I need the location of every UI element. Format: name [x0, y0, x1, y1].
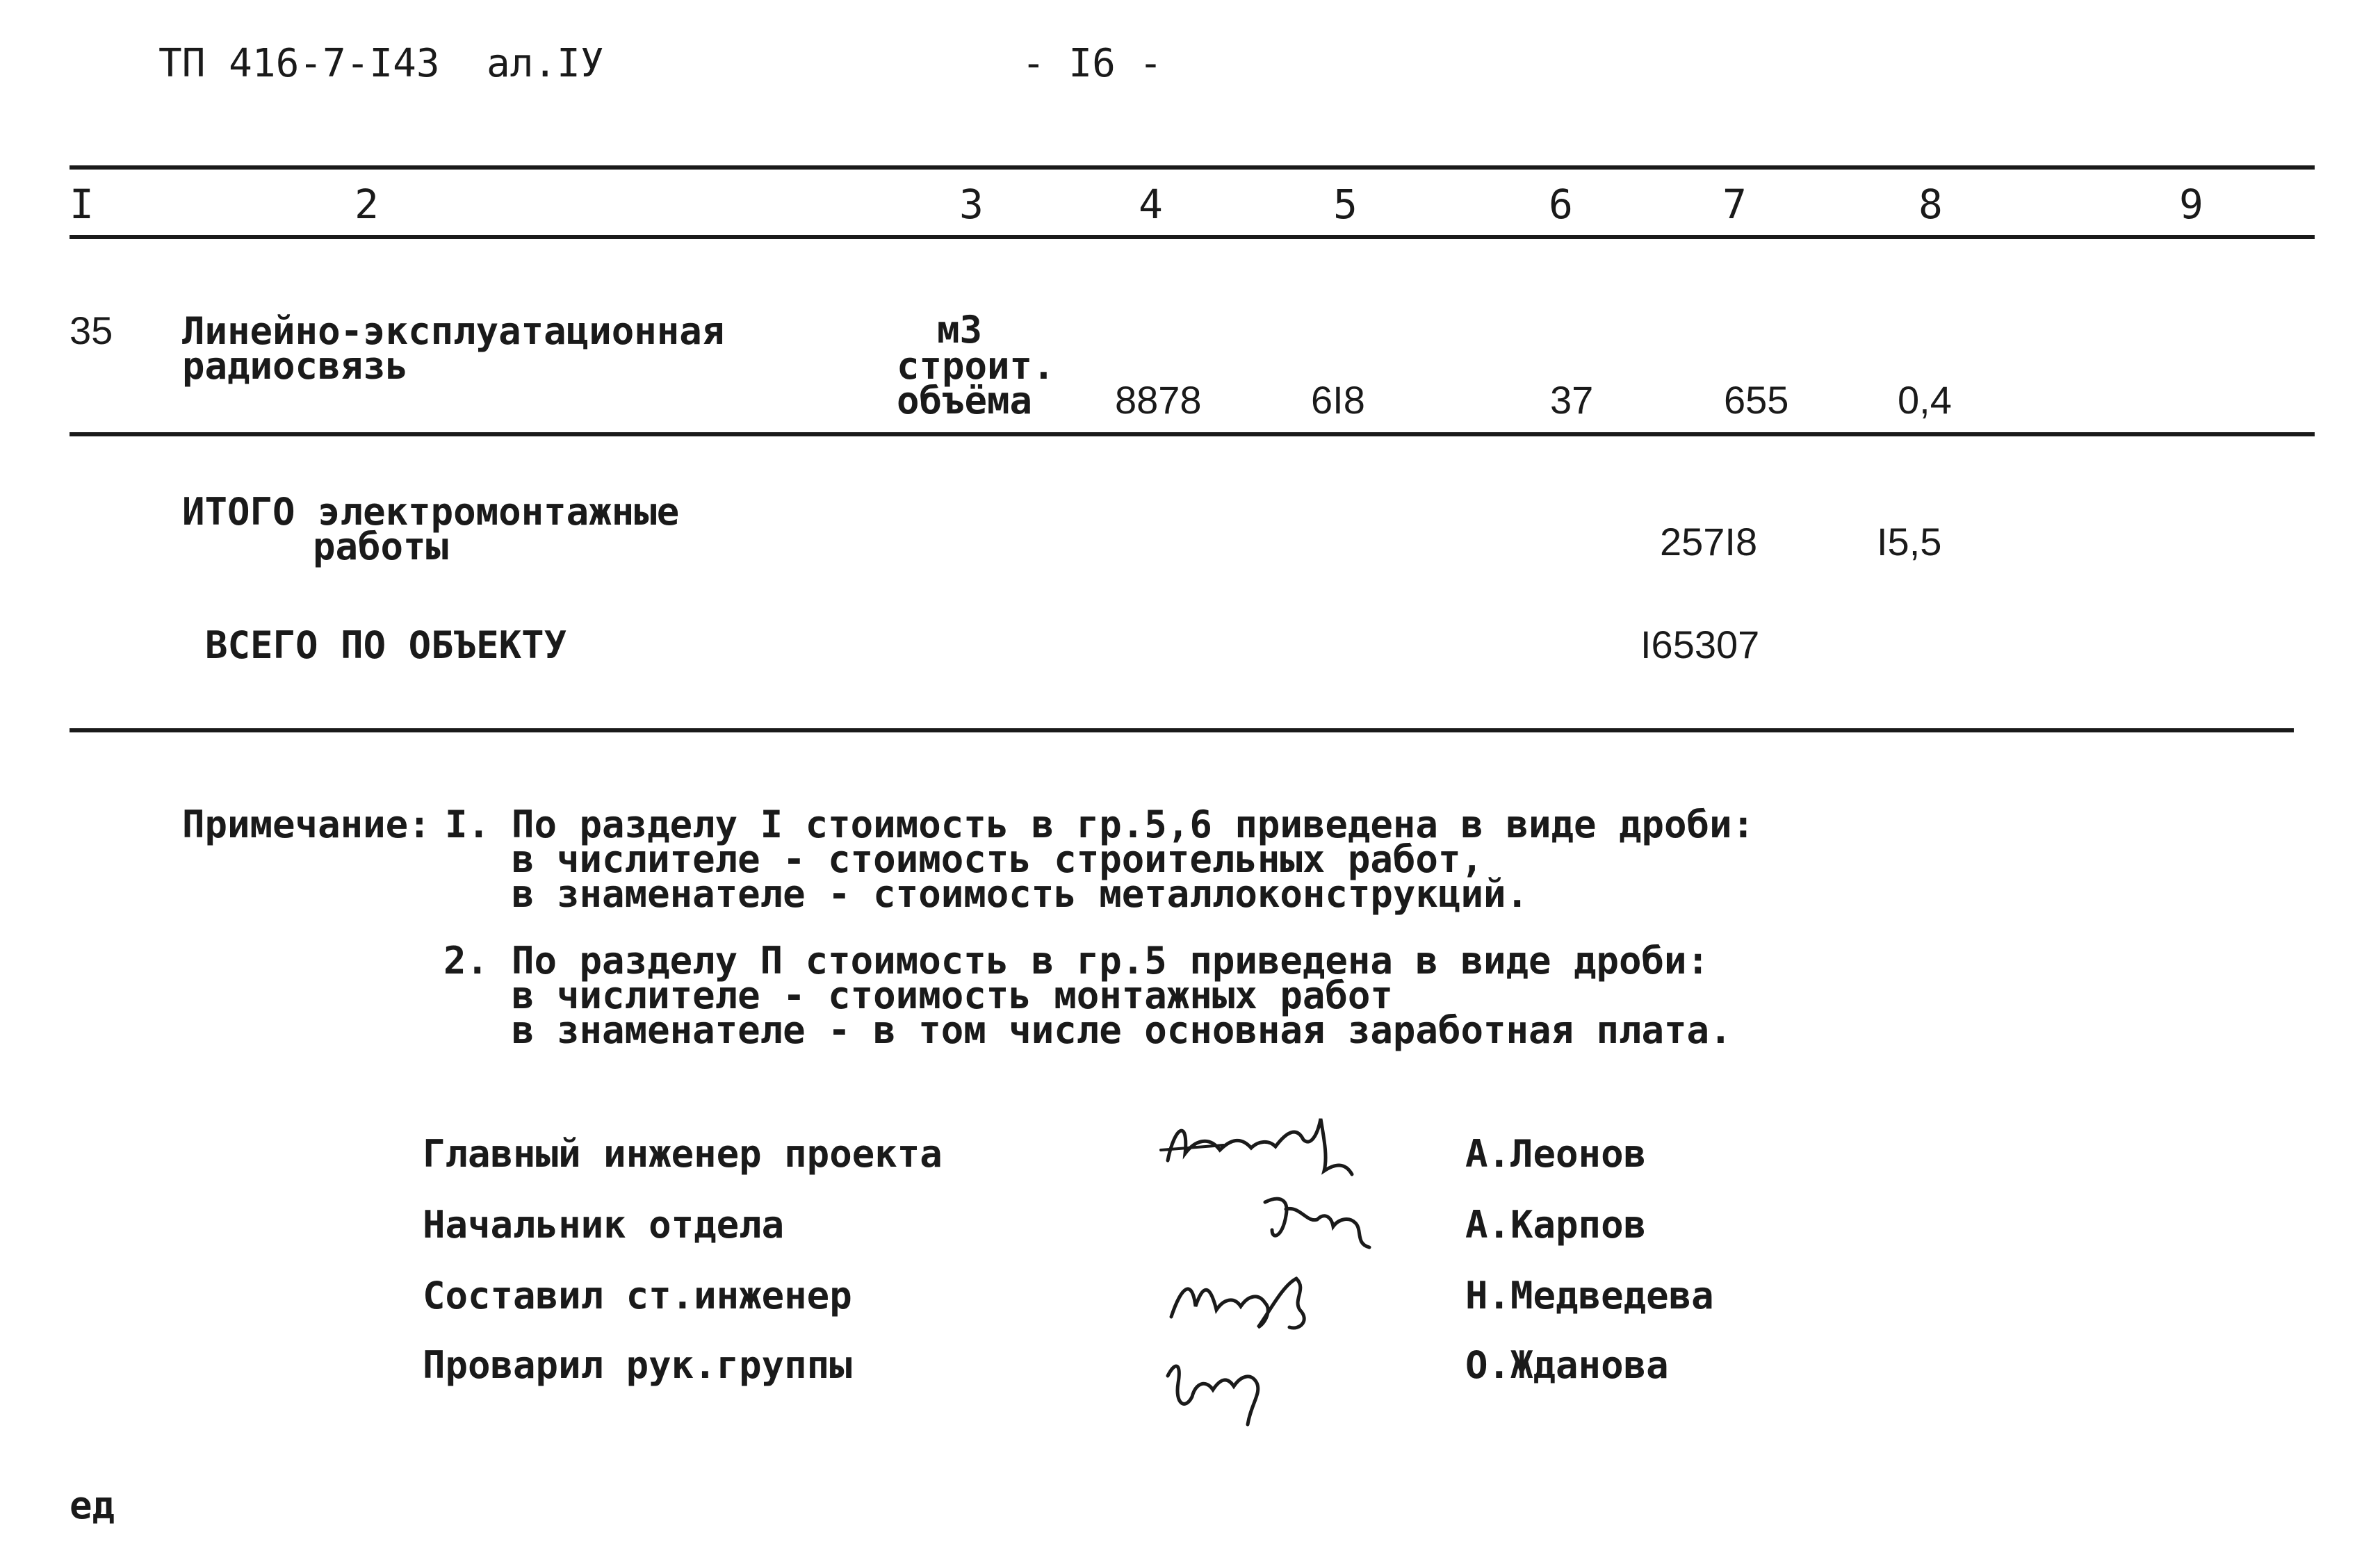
page-number: - І6 -	[1022, 41, 1163, 86]
column-number: 8	[1918, 181, 1943, 228]
note-1-line: в знаменателе - стоимость металлоконструкций.	[512, 872, 1529, 916]
table-top-rule	[70, 165, 2315, 170]
signature-role: Проварил рук.группы	[423, 1343, 852, 1387]
note-1-line: По разделу І стоимость в гр.5,6 приведена в виде дроби:	[512, 803, 1755, 846]
table-bottom-rule	[70, 728, 2294, 732]
row-col5-value: 6І8	[1311, 378, 1365, 422]
handwritten-signature	[1161, 1258, 1335, 1341]
note-1-line: в числителе - стоимость строительных работ,	[512, 837, 1483, 881]
signature-role: Главный инженер проекта	[423, 1132, 943, 1176]
signature-name: О.Жданова	[1465, 1343, 1669, 1387]
column-header-rule	[70, 235, 2315, 239]
handwritten-signature	[1154, 1341, 1293, 1431]
sheet-label: ал.ІУ	[487, 41, 604, 86]
footer-mark: ед	[70, 1484, 115, 1527]
row-unit: м3	[937, 308, 983, 352]
subtotal-col7-value: 257І8	[1660, 520, 1758, 564]
column-number: 9	[2179, 181, 2203, 228]
handwritten-signature	[1154, 1098, 1376, 1188]
column-number: 3	[959, 181, 984, 228]
signature-name: А.Карпов	[1465, 1203, 1647, 1247]
row-number: 35	[70, 309, 113, 352]
handwritten-signature	[1251, 1181, 1390, 1258]
column-number: 7	[1722, 181, 1747, 228]
total-col7-value: І65307	[1640, 623, 1760, 666]
note-2-line: в знаменателе - в том числе основная заработная плата.	[512, 1008, 1732, 1052]
row-col4-value: 8878	[1115, 378, 1202, 422]
signature-name: Н.Медведева	[1465, 1274, 1714, 1317]
signature-name: А.Леонов	[1465, 1132, 1647, 1176]
column-number: 6	[1549, 181, 1573, 228]
row-col7-value: 655	[1724, 378, 1789, 422]
row-unit-cont: строит.	[897, 344, 1055, 388]
subtotal-label: ИТОГО электромонтажные	[182, 490, 680, 534]
note-1-marker: І.	[445, 803, 491, 846]
row-col6-value: 37	[1550, 378, 1594, 422]
note-2-marker: 2.	[443, 939, 489, 983]
doc-code: ТП 416-7-І43	[158, 41, 440, 86]
row-name-cont: радиосвязь	[182, 344, 409, 388]
column-number: 2	[354, 181, 379, 228]
row-col8-value: 0,4	[1898, 378, 1952, 422]
row-unit-cont: объёма	[897, 379, 1033, 422]
notes-title: Примечание:	[182, 803, 431, 846]
signature-role: Начальник отдела	[423, 1203, 785, 1247]
subtotal-col8-value: І5,5	[1877, 520, 1942, 564]
note-2-line: в числителе - стоимость монтажных работ	[512, 974, 1393, 1017]
row-name: Линейно-эксплуатационная	[182, 309, 725, 353]
column-number: 5	[1333, 181, 1358, 228]
row-separator-rule	[70, 432, 2315, 436]
subtotal-label-cont: работы	[313, 525, 449, 568]
total-label: ВСЕГО ПО ОБЪЕКТУ	[205, 623, 567, 667]
signature-role: Составил ст.инженер	[423, 1274, 852, 1317]
column-number: 4	[1139, 181, 1163, 228]
note-2-line: По разделу П стоимость в гр.5 приведена в виде дроби:	[512, 939, 1710, 983]
column-number: І	[70, 181, 94, 228]
